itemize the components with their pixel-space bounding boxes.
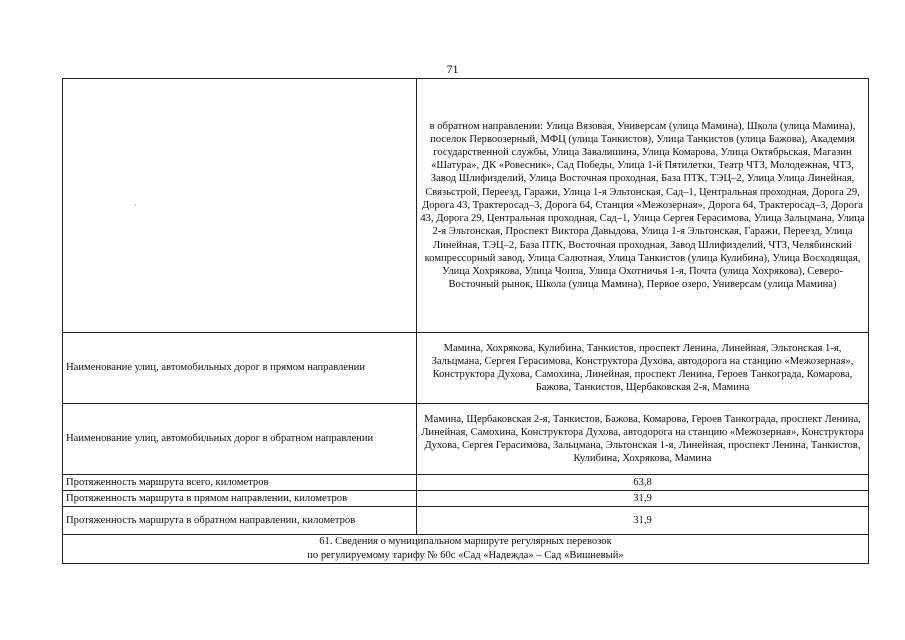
stray-mark: · [134,200,137,210]
table-row-forward-streets [63,333,869,404]
length-reverse-value: 31,9 [417,507,869,535]
section-heading-line-1: 61. Сведения о муниципальном маршруте регулярных перевозок [319,536,612,547]
table-row-reverse-stops [63,79,869,333]
table-row-length-total [63,475,869,491]
table-row-length-reverse [63,507,869,535]
reverse-streets-label: Наименование улиц, автомобильных дорог в обратном направлении [63,404,417,475]
forward-streets-value: Мамина, Хохрякова, Кулибина, Танкистов, проспект Ленина, Линейная, Эльтонская 1-я, Зальцмана, Сергея Герасимова, Конструктора Духова, автодорога на станцию «Межозерная», Конструктора Духова, Самохина, Линейная, проспект Ленина, Героев Танкограда, Комарова, Бажова, Танкистов, Щербаковская 2-я, Мамина [417,333,869,404]
length-forward-label: Протяженность маршрута в прямом направлении, километров [63,491,417,507]
reverse-stops-value: в обратном направлении: Улица Вязовая, Универсам (улица Мамина), Школа (улица Мамина), поселок Первоозерный, МФЦ (улица Танкистов), Улица Танкистов (улица Бажова), Академия государственной службы, Улица Завалишина, Улица Комарова, Улица Октябрьская, Магазин «Шатура», ДК «Ровесник», Сад Победы, Улица 1-й Пятилетки, Театр ЧТЗ, Молодежная, ЧТЗ, Завод Шлифизделий, Улица Восточная проходная, База ПТК, ТЭЦ–2, Улица Улица Линейная, Связьстрой, Переезд, Гаражи, Улица 1-я Эльтонская, Сад–1, Центральная проходная, Дорога 29, Дорога 43, Трактеросад–3, Дорога 64, Станция «Межозерная», Дорога 64, Трактеросад–3, Дорога 43, Дорога 29, Центральная проходная, Сад–1, Улица Сергея Герасимова, Улица Зальцмана, Улица 2-я Эльтонская, Проспект Виктора Давыдова, Улица 1-я Эльтонская, Гаражи, Переезд, Улица Линейная, ТЭЦ–2, База ПТК, Восточная проходная, Завод Шлифизделий, ЧТЗ, Челябинский компрессорный завод, Улица Салютная, Улица Танкистов (улица Кулибина), Улица Восходящая, Улица Хохрякова, Улица Чоппа, Улица Охотничья 1-я, Почта (улица Хохрякова), Северо-Восточный рынок, Школа (улица Мамина), Первое озеро, Универсам (улица Мамина) [417,79,869,333]
length-forward-value: 31,9 [417,491,869,507]
section-heading [63,535,869,564]
route-info-table [62,78,869,564]
length-total-label: Протяженность маршрута всего, километров [63,475,417,491]
forward-streets-label: Наименование улиц, автомобильных дорог в прямом направлении [63,333,417,404]
empty-label-cell [63,79,417,333]
table-row-length-forward [63,491,869,507]
length-total-value: 63,8 [417,475,869,491]
length-reverse-label: Протяженность маршрута в обратном направлении, километров [63,507,417,535]
table-row-reverse-streets [63,404,869,475]
section-heading-line-2: по регулируемому тарифу № 60с «Сад «Надежда» – Сад «Вишневый» [307,549,624,561]
page-number: 71 [446,62,459,76]
reverse-streets-value: Мамина, Щербаковская 2-я, Танкистов, Бажова, Комарова, Героев Танкограда, проспект Ленина, Линейная, Самохина, Конструктора Духова, автодорога на станцию «Межозерная», Конструктора Духова, Сергея Герасимова, Зальцмана, Эльтонская 1-я, Линейная, проспект Ленина, Танкистов, Кулибина, Хохрякова, Мамина [417,404,869,475]
table-row-section-heading [63,535,869,564]
